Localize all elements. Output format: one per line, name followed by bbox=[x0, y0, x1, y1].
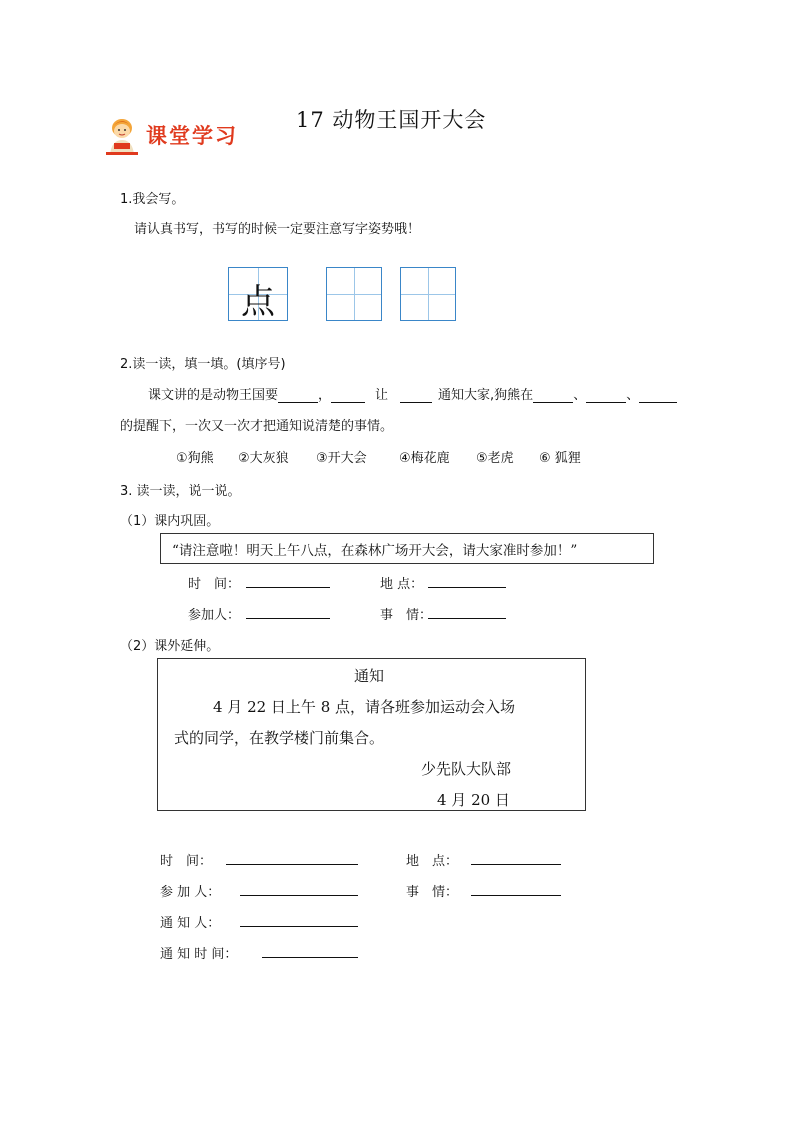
q1-heading: 1.我会写。 bbox=[120, 192, 185, 207]
q2-blank-2[interactable] bbox=[331, 388, 365, 403]
p2-notifier-label: 通 知 人： bbox=[160, 916, 221, 931]
notice-title: 通知 bbox=[354, 667, 385, 685]
notice-line-2: 式的同学，在教学楼门前集合。 bbox=[174, 729, 385, 747]
p2-time-answer-line[interactable] bbox=[226, 864, 358, 865]
p2-matter-answer-line[interactable] bbox=[471, 895, 561, 896]
p1-time-label: 时 间： bbox=[188, 577, 241, 592]
p2-people-answer-line[interactable] bbox=[240, 895, 358, 896]
q2-blank-5[interactable] bbox=[586, 388, 626, 403]
q1-instruction: 请认真书写，书写的时候一定要注意写字姿势哦！ bbox=[134, 222, 421, 237]
p2-notice-time-answer-line[interactable] bbox=[262, 957, 358, 958]
q2-text-d: 通知大家,狗熊在 bbox=[438, 388, 534, 403]
notice-line-1: 4 月 22 日上午 8 点，请各班参加运动会入场 bbox=[213, 698, 516, 716]
p1-place-label: 地 点： bbox=[380, 577, 424, 592]
q2-option-4: ④梅花鹿 bbox=[399, 451, 450, 466]
q2-blank-6[interactable] bbox=[639, 388, 677, 403]
p2-time-label: 时 间： bbox=[160, 854, 213, 869]
q2-sentence-line1 bbox=[148, 384, 677, 403]
q2-option-1: ①狗熊 bbox=[176, 451, 214, 466]
p2-people-label: 参 加 人： bbox=[160, 885, 221, 900]
q2-text-c: 让 bbox=[375, 388, 389, 403]
q2-text-a: 课文讲的是动物王国要 bbox=[148, 388, 279, 403]
p1-matter-answer-line[interactable] bbox=[428, 618, 506, 619]
q2-option-5: ⑤老虎 bbox=[476, 451, 514, 466]
quote-text: “请注意啦！明天上午八点，在森林广场开大会，请大家准时参加！” bbox=[172, 543, 578, 559]
p1-people-answer-line[interactable] bbox=[246, 618, 330, 619]
q2-sentence-line2: 的提醒下，一次又一次才把通知说清楚的事情。 bbox=[120, 419, 394, 434]
page-title: 17 动物王国开大会 bbox=[296, 108, 487, 132]
writing-grid-model bbox=[228, 267, 288, 321]
p2-notice-time-label: 通 知 时 间： bbox=[160, 947, 238, 962]
q2-sep-1: 、 bbox=[573, 388, 587, 403]
p2-place-label: 地 点： bbox=[406, 854, 459, 869]
q2-blank-3[interactable] bbox=[400, 388, 432, 403]
q2-option-3: ③开大会 bbox=[316, 451, 367, 466]
p1-place-answer-line[interactable] bbox=[428, 587, 506, 588]
p1-matter-label: 事 情： bbox=[380, 608, 433, 623]
p2-notifier-answer-line[interactable] bbox=[240, 926, 358, 927]
q3-part2-label: （2）课外延伸。 bbox=[120, 639, 220, 654]
model-character: 点 bbox=[241, 282, 275, 322]
q3-part1-label: （1）课内巩固。 bbox=[120, 514, 220, 529]
q2-blank-1[interactable] bbox=[278, 388, 318, 403]
writing-grid-empty-1[interactable] bbox=[326, 267, 382, 321]
q2-text-b: ， bbox=[318, 388, 332, 403]
writing-grid-empty-2[interactable] bbox=[400, 267, 456, 321]
q2-blank-4[interactable] bbox=[533, 388, 573, 403]
q2-sep-2: 、 bbox=[626, 388, 640, 403]
p2-matter-label: 事 情： bbox=[406, 885, 459, 900]
p1-time-answer-line[interactable] bbox=[246, 587, 330, 588]
notice-date: 4 月 20 日 bbox=[437, 791, 510, 809]
q2-option-6: ⑥ 狐狸 bbox=[539, 451, 581, 466]
section-badge: 课堂学习 bbox=[146, 124, 238, 148]
q2-heading: 2.读一读，填一填。(填序号) bbox=[120, 357, 286, 372]
student-mascot-icon bbox=[104, 116, 140, 156]
p2-place-answer-line[interactable] bbox=[471, 864, 561, 865]
p1-people-label: 参加人： bbox=[188, 608, 241, 623]
q3-heading: 3. 读一读，说一说。 bbox=[120, 484, 241, 499]
q2-option-2: ②大灰狼 bbox=[238, 451, 289, 466]
notice-sender: 少先队大队部 bbox=[421, 760, 512, 778]
